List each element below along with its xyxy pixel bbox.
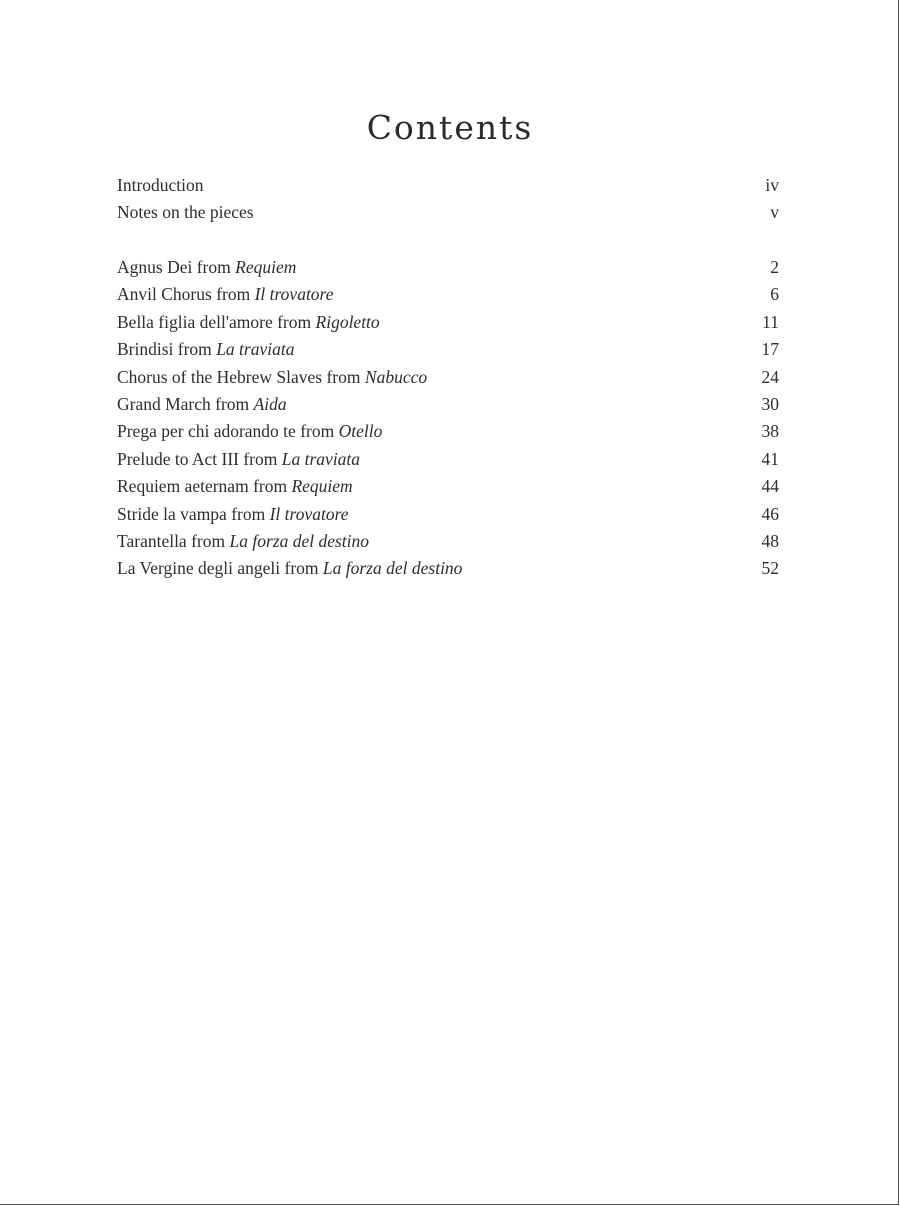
toc-entry-label: [117, 257, 296, 278]
piece-title: Requiem aeternam: [117, 476, 249, 497]
from-word: from: [177, 339, 212, 360]
toc-page-number: 52: [761, 558, 779, 579]
toc-page-number: 38: [761, 421, 779, 442]
toc-page-number: iv: [765, 175, 779, 195]
from-word: from: [231, 503, 266, 524]
work-title: Nabucco: [364, 366, 428, 387]
from-word: from: [191, 530, 226, 551]
toc-page-number: 6: [770, 284, 779, 305]
from-word: from: [216, 284, 251, 305]
toc-entry-label: [117, 394, 287, 415]
toc-entry-label: [117, 367, 427, 388]
toc-page-number: v: [770, 202, 779, 223]
piece-title: Tarantella: [117, 530, 187, 551]
toc-page-number: 44: [761, 476, 779, 497]
from-word: from: [284, 558, 319, 579]
work-title: La forza del destino: [322, 558, 463, 579]
toc-entry-label: [117, 284, 334, 305]
piece-title: Grand March: [117, 393, 211, 414]
toc-row-piece[interactable]: [117, 449, 779, 476]
toc-row-introduction[interactable]: [117, 175, 779, 202]
toc-row-piece[interactable]: [117, 476, 779, 503]
toc-entry-label: [117, 449, 360, 470]
piece-title: Bella figlia dell'amore: [117, 311, 273, 332]
work-title: Il trovatore: [254, 284, 334, 305]
page-title: Contents: [366, 108, 534, 147]
piece-title: Chorus of the Hebrew Slaves: [117, 366, 323, 387]
from-word: from: [300, 421, 335, 442]
toc-page-number: 17: [761, 339, 779, 360]
from-word: from: [253, 476, 288, 497]
toc-page-number: 48: [761, 530, 779, 551]
toc-row-piece[interactable]: [117, 284, 779, 311]
toc-row-piece[interactable]: [117, 339, 779, 366]
toc-row-piece[interactable]: [117, 257, 779, 284]
toc-row-piece[interactable]: [117, 312, 779, 339]
piece-title: La Vergine degli angeli: [117, 558, 281, 579]
piece-title: Anvil Chorus: [117, 284, 212, 305]
work-title: La traviata: [216, 339, 295, 360]
piece-title: Prega per chi adorando te: [117, 421, 296, 442]
toc-row-piece[interactable]: [117, 504, 779, 531]
work-title: Requiem: [235, 257, 297, 277]
pieces-list: [117, 257, 779, 586]
work-title: Il trovatore: [269, 503, 349, 524]
toc-entry-label: [117, 558, 462, 579]
from-word: from: [277, 311, 312, 332]
from-word: from: [243, 448, 278, 469]
work-title: Otello: [338, 421, 383, 442]
piece-title: Stride la vampa: [117, 503, 227, 524]
toc-row-piece[interactable]: [117, 421, 779, 448]
toc-page-number: 24: [761, 366, 779, 387]
toc-entry-label: [117, 504, 349, 525]
piece-title: Prelude to Act III: [117, 448, 239, 469]
from-word: from: [326, 366, 361, 387]
front-matter-list: [117, 175, 779, 230]
toc-page-number: 30: [761, 393, 779, 414]
toc-row-notes[interactable]: [117, 202, 779, 229]
toc-entry-label: Notes on the pieces: [117, 202, 254, 223]
piece-title: Agnus Dei: [117, 257, 193, 277]
toc-entry-label: [117, 421, 382, 442]
toc-row-piece[interactable]: [117, 367, 779, 394]
piece-title: Brindisi: [117, 339, 174, 360]
toc-page-number: 46: [761, 503, 779, 524]
work-title: Aida: [253, 393, 287, 414]
toc-entry-label: [117, 312, 380, 333]
work-title: Requiem: [291, 476, 353, 497]
toc-row-piece[interactable]: [117, 531, 779, 558]
toc-page-number: 11: [762, 311, 779, 332]
toc-entry-label: [117, 531, 369, 552]
work-title: La traviata: [281, 448, 361, 469]
from-word: from: [215, 393, 250, 414]
toc-row-piece[interactable]: [117, 394, 779, 421]
work-title: Rigoletto: [315, 311, 380, 332]
toc-page-number: 41: [761, 448, 779, 469]
toc-entry-label: [117, 476, 353, 497]
toc-row-piece[interactable]: [117, 558, 779, 585]
toc-entry-label: [117, 339, 294, 360]
from-word: from: [196, 257, 231, 277]
toc-entry-label: Introduction: [117, 175, 204, 195]
work-title: La forza del destino: [229, 530, 370, 551]
toc-page-number: 2: [770, 257, 779, 277]
